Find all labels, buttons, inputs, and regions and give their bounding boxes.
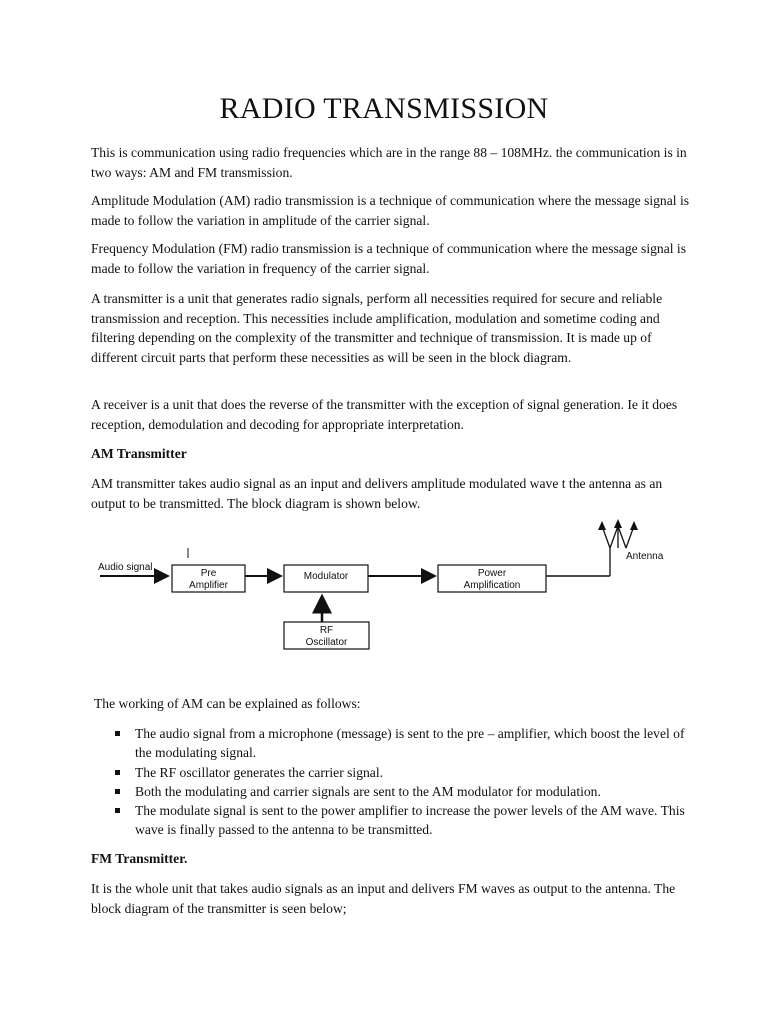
list-item [110,801,690,840]
list-item-text: The audio signal from a microphone (message) is sent to the pre – amplifier, which boost the level of the modulating signal. [135,726,685,761]
pre-amplifier-label-1: Pre [200,568,217,579]
modulator-label: Modulator [303,571,349,582]
rf-label-2: Oscillator [305,637,348,648]
list-item-text: Both the modulating and carrier signals are sent to the AM modulator for modulation. [135,783,601,799]
bullet-marker [115,770,120,775]
list-item [110,782,690,801]
fm-transmitter-heading: FM Transmitter. [91,851,188,866]
intro-paragraph: This is communication using radio frequencies which are in the range 88 – 108MHz. the communication is in two ways: AM and FM transmission. [91,145,687,180]
am-working-list [110,724,690,840]
am-block-diagram [88,518,688,658]
bullet-marker [115,808,120,813]
power-label-1: Power [477,568,507,579]
power-label-2: Amplification [463,580,521,591]
pre-amplifier-label-2: Amplifier [189,580,228,591]
list-item [110,724,690,763]
audio-signal-label: Audio signal [98,562,153,573]
page-title: RADIO TRANSMISSION [219,92,549,125]
list-item-text: The RF oscillator generates the carrier signal. [135,764,383,780]
bullet-marker [115,731,120,736]
antenna-icon [598,519,638,576]
fm-definition-paragraph: Frequency Modulation (FM) radio transmission is a technique of communication where the message signal is made to follow the variation in frequency of the carrier signal. [91,241,686,276]
fm-description-paragraph: It is the whole unit that takes audio signals as an input and delivers FM waves as output to the antenna. The block diagram of the transmitter is seen below; [91,881,676,916]
am-transmitter-heading: AM Transmitter [91,446,187,461]
working-intro: The working of AM can be explained as follows: [94,696,361,711]
rf-label-1: RF [319,625,334,636]
am-definition-paragraph: Amplitude Modulation (AM) radio transmission is a technique of communication where the message signal is made to follow the variation in amplitude of the carrier signal. [91,193,690,228]
antenna-label: Antenna [626,551,664,562]
am-description-paragraph: AM transmitter takes audio signal as an input and delivers amplitude modulated wave t the antenna as an output to be transmitted. The block diagram is shown below. [91,476,663,511]
receiver-paragraph: A receiver is a unit that does the reverse of the transmitter with the exception of signal generation. Ie it does reception, demodulation and decoding for appropriate interpretation. [91,397,678,432]
list-item [110,763,690,782]
bullet-marker [115,789,120,794]
list-item-text: The modulate signal is sent to the power amplifier to increase the power levels of the AM wave. This wave is finally passed to the antenna to be transmitted. [135,803,685,838]
transmitter-paragraph: A transmitter is a unit that generates radio signals, perform all necessities required for secure and reliable transmission and reception. This necessities include amplification, modulation and sometime coding and filtering depending on the complexity of the transmitter and technique of transmission. It is made up of different circuit parts that perform these necessities as will be seen in the block diagram. [91,291,663,365]
